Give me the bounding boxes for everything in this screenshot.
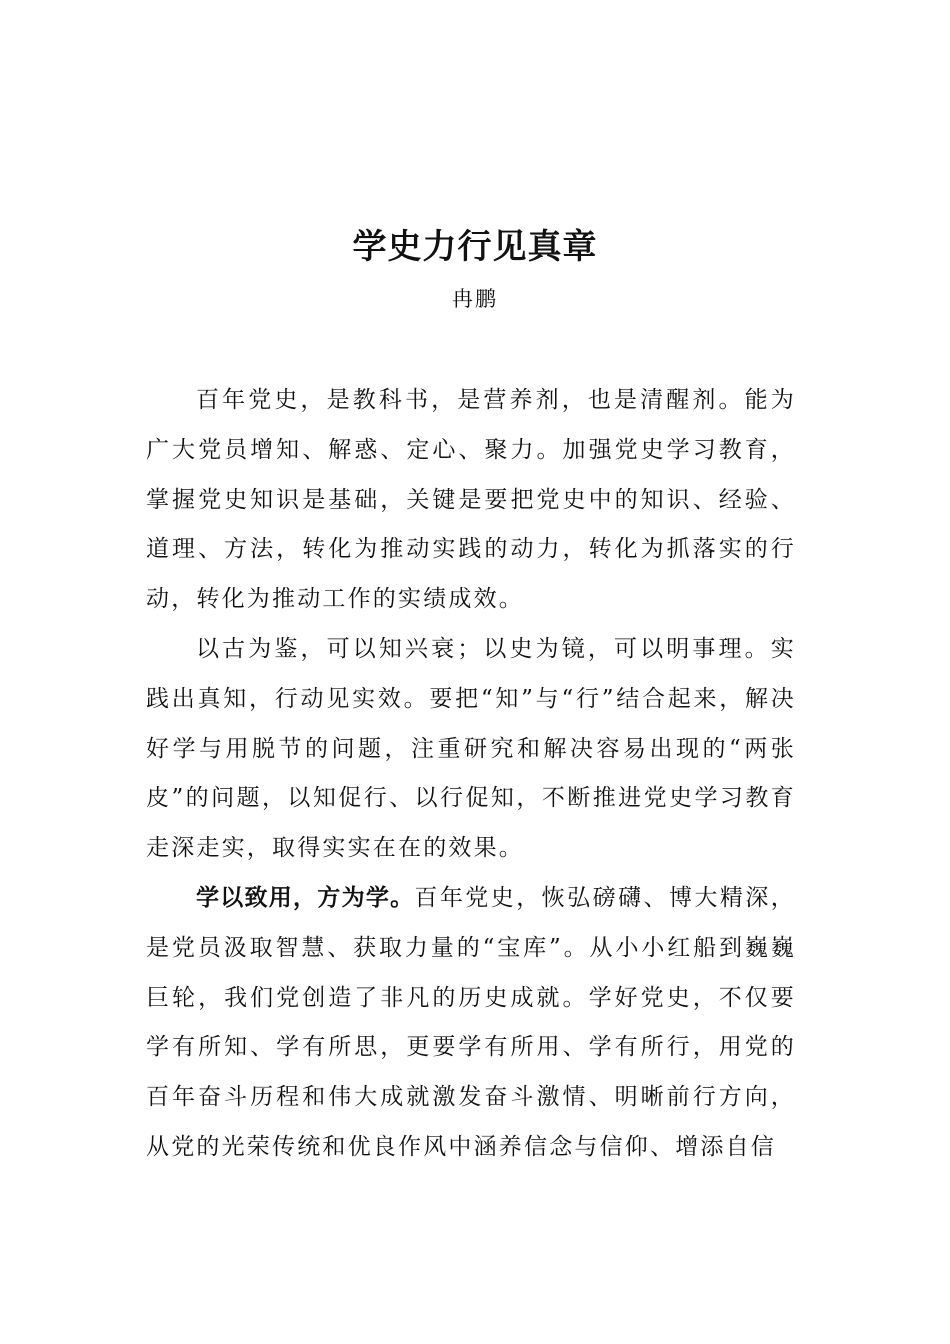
paragraph-3-lead: 学以致用，方为学。 xyxy=(196,884,415,911)
document-author: 冉鹏 xyxy=(452,287,498,311)
paragraph-1 xyxy=(146,376,796,625)
paragraph-2 xyxy=(146,625,796,874)
paragraph-3-text: 百年党史，恢弘磅礴、博大精深，是党员汲取智慧、获取力量的“宝库”。从小小红船到巍巍巨轮，我们党创造了非凡的历史成就。学好党史，不仅要学有所知、学有所思，更要学有所用、学有所行，用党的百年奋斗历程和伟大成就激发奋斗激情、明晰前行方向，从党的光荣传统和优良作风中涵养信念与信仰、增添自信 xyxy=(146,884,797,1160)
paragraph-3 xyxy=(146,874,796,1173)
paragraph-2-text: 以古为鉴，可以知兴衰；以史为镜，可以明事理。实践出真知，行动见实效。要把“知”与“行”结合起来，解决好学与用脱节的问题，注重研究和解决容易出现的“两张皮”的问题，以知促行、以行促知，不断推进党史学习教育走深走实，取得实实在在的效果。 xyxy=(146,635,796,862)
paragraph-1-text: 百年党史，是教科书，是营养剂，也是清醒剂。能为广大党员增知、解惑、定心、聚力。加强党史学习教育，掌握党史知识是基础，关键是要把党史中的知识、经验、道理、方法，转化为推动实践的动力，转化为抓落实的行动，转化为推动工作的实绩成效。 xyxy=(146,387,796,613)
document-title: 学史力行见真章 xyxy=(352,227,598,267)
document-body xyxy=(146,376,796,1173)
